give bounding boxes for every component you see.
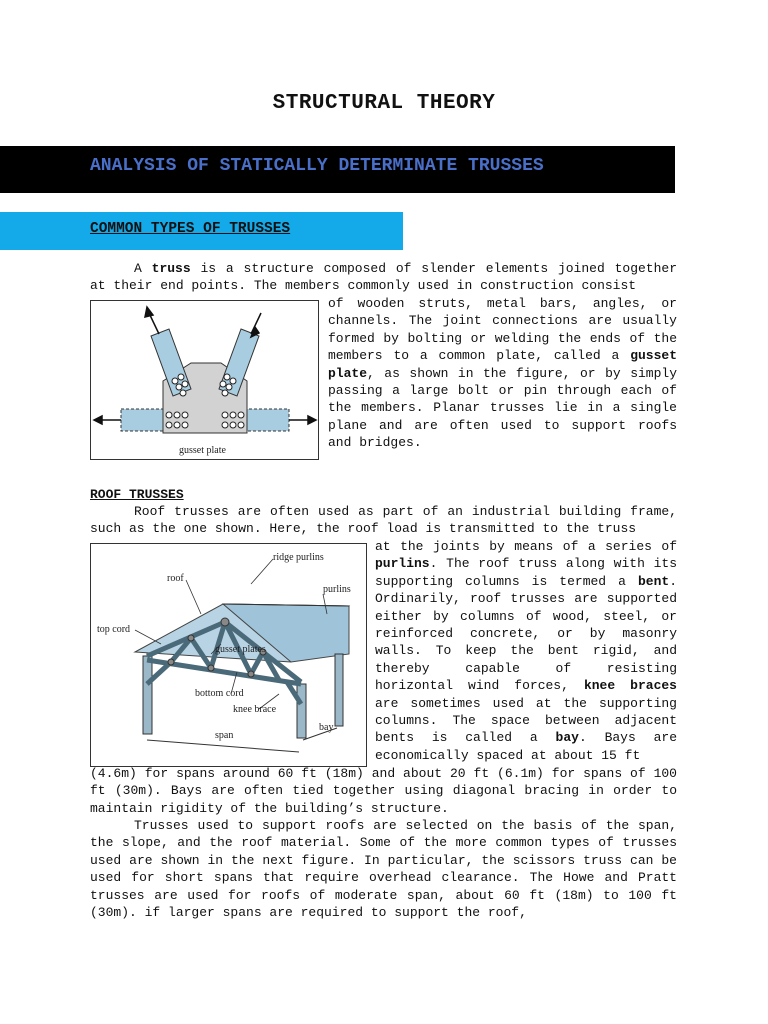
gusset-plate-drawing — [91, 301, 318, 459]
term-purlins: purlins — [375, 556, 430, 572]
label-gusset-plates: gusset plates — [215, 644, 266, 655]
para2-lead: Roof trusses are often used as part of an industrial building frame, such as the one shown. Here, the roof load is transmitted to the truss — [90, 504, 677, 537]
label-bottom-cord: bottom cord — [195, 688, 244, 699]
roof-truss-drawing — [91, 544, 366, 766]
term-bent: bent — [637, 573, 670, 589]
page-title: STRUCTURAL THEORY — [272, 92, 496, 115]
label-span: span — [215, 730, 234, 741]
label-ridge-purlins: ridge purlins — [273, 552, 324, 563]
roof-trusses-heading: ROOF TRUSSES — [90, 487, 184, 502]
term-knee-braces: knee braces — [583, 678, 677, 694]
label-purlins: purlins — [323, 584, 351, 595]
section-banner-text: ANALYSIS OF STATICALLY DETERMINATE TRUSSES — [90, 156, 544, 176]
subsection-banner-text: COMMON TYPES OF TRUSSES — [90, 221, 291, 237]
term-truss: truss — [151, 261, 191, 276]
term-bay: bay — [555, 730, 579, 746]
label-knee-brace: knee brace — [233, 704, 277, 715]
label-top-cord: top cord — [97, 624, 131, 635]
roof-truss-figure — [90, 543, 367, 767]
para1-side: of wooden struts, metal bars, angles, or channels. The joint connections are usually formed by bolting or welding the ends of the members to a common plate, called a gusset plate, as shown in the figure, or by simply passing a large bolt or pin through each of the members. Planar trusses lie in a single plane and are often used to support roofs and bridges. — [328, 296, 677, 451]
section-banner — [0, 146, 675, 193]
gusset-plate-figure — [90, 300, 319, 460]
para2-side: at the joints by means of a series of purlins. The roof truss along with its supporting columns is termed a bent. Ordinarily, roof trusses are supported either by columns of wood, steel, or reinforced concrete, or by masonry walls. To keep the bent rigid, and thereby capable of resisting horizontal wind forces, knee braces are sometimes used at the supporting columns. The space between adjacent bents is called a bay. Bays are economically spaced at about 15 ft — [375, 539, 677, 763]
term-gusset-plate: gusset plate — [328, 348, 677, 381]
label-roof: roof — [167, 573, 184, 584]
subsection-banner — [0, 212, 403, 250]
gusset-plate-caption: gusset plate — [179, 445, 226, 456]
para3: Trusses used to support roofs are selected on the basis of the span, the slope, and the roof material. Some of the more common types of trusses used are shown in the next figure. In particular, the scissors truss can be used for short spans that require overhead clearance. The Howe and Pratt trusses are used for roofs of moderate span, about 60 ft (18m) to 100 ft (30m). if larger spans are required to support the roof, — [90, 818, 677, 921]
para1-lead: A truss is a structure composed of slender elements joined together at their end points. The members commonly used in construction consist — [90, 261, 677, 294]
para2-tail: (4.6m) for spans around 60 ft (18m) and about 20 ft (6.1m) for spans of 100 ft (30m). Bays are often tied together using diagonal bracing in order to maintain rigidity of the building’s structure. — [90, 766, 677, 816]
label-bay: bay — [319, 722, 334, 733]
